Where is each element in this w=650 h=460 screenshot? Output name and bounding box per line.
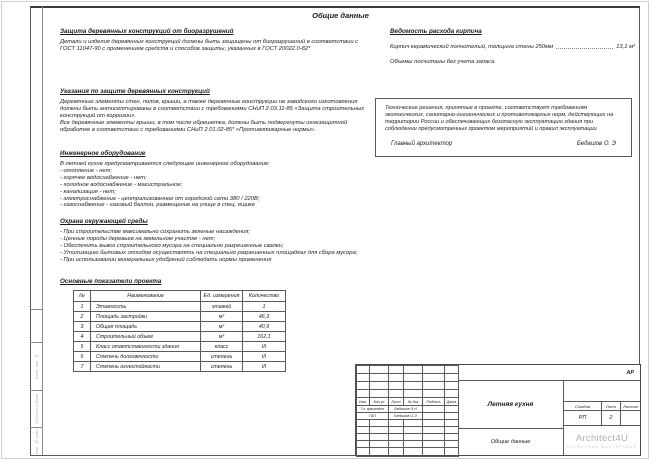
rev-header-cell: № док [404,398,423,406]
title-block [355,364,641,456]
brick-item-label: Кирпич керамический полнотелый, толщина стены 250мм [390,44,554,50]
indicators-table [73,290,286,372]
table-cell: 1 [74,302,91,312]
sheet-header: Лист [602,402,621,410]
list-item: - Ценные породы деревьев на земельном участке - нет; [60,235,216,242]
list-item: - При строительстве максимально сохранить зеленые насаждения; [60,229,251,235]
table-cell: III [243,352,286,362]
section-wood-instructions [60,88,365,134]
rev-header-cell: Дата [445,398,459,406]
revision-row [357,441,459,448]
table-cell: Степень огнестойкости [91,362,201,372]
rev-header-cell: Подпись [423,398,445,406]
table-cell: 46,3 [243,312,286,322]
table-header-cell: Количество [243,291,286,302]
table-cell: 5 [74,342,91,352]
list-item: - отопление - нет; [60,167,113,174]
engineering-intro: В летней кухне предусматривается следующее инженерное оборудование: [60,161,270,167]
table-row [74,342,286,352]
staff-name: Бедашов Э.Н [389,406,423,413]
list-item: - Обеспечить вывоз строительного мусора на специально разрешенные свалки; [60,242,284,249]
section-heading: Ведомость расхода кирпича [390,28,482,35]
table-cell: м³ [201,332,243,342]
table-header-row [74,291,286,302]
table-cell: класс [201,342,243,352]
stage-values-row [564,411,640,426]
section-heading: Основные показатели проекта [60,278,162,285]
section-heading: Указания по защите деревянных конструкций [60,88,210,95]
table-cell: 4 [74,332,91,342]
project-name-cell: Летняя кухня [458,381,564,429]
list-item: - канализация - нет; [60,188,116,195]
revision-row [357,448,459,457]
revision-row [357,420,459,427]
table-cell: Этажность [91,302,201,312]
table-cell: м² [201,322,243,332]
table-cell: 2 [74,312,91,322]
table-cell: степень [201,362,243,372]
sheet-title-cell: Общие данные [458,429,564,455]
staff-signature [423,413,445,420]
table-header-cell: Ед. измерения [201,291,243,302]
section-body: Все деревянные элементы крыши, в том числе обрешетка, должны быть подвергнуты огнезащитной обработке в соответствии с требованиями СНиП 2.01.02-85* «Противопожарные нормы». [60,120,348,133]
section-indicators [60,278,365,372]
section-heading: Охрана окружающей среды [60,218,148,225]
stage-header: Стадия [564,402,602,410]
list-item: - Утилизацию бытовых отходов осуществлять на специально разрешенных площадках для сбора мусора; [60,249,358,256]
staff-row [357,413,459,420]
revision-table [356,365,459,457]
signer-name: Бедашов О. Э [576,141,616,147]
doc-code-cell: АР [458,365,640,381]
approval-text: Технические решения, принятые в проекте, соответствует требованиям экологических, санитарно-гигиенических и противопожарных норм, действующих на территории России и обеспечивающих безопасную эксплуатацию здания при соблюдении предусмотренных проектом мероприятий и правил эксплуатации [385,105,614,132]
rev-header-cell: Кол.уч [370,398,389,406]
revision-row [357,427,459,434]
page-title: Общие данные [312,11,369,20]
table-cell: 3 [74,322,91,332]
table-cell: III [243,342,286,352]
table-cell: Класс ответственности здания [91,342,201,352]
section-body: Деревянные элементы стен, полов, крыши, а также деревянные конструкции не заводского изготовления должны быть антисептированы в соответствии с требованиями СНиП 2.03.11-85 «Защита строительных конструкций от коррозии». [60,99,365,119]
section-body: Детали и изделия деревянных конструкций должны быть защищены от биоразрушений в соответствии с ГОСТ 11047-90 с применением средств и способов защиты, указанных в ГОСТ 20022.0-82* [60,39,359,52]
staff-role: ГАП [357,413,389,420]
revision-row [357,366,459,374]
dotted-leader [556,48,613,49]
list-item: - горячее водоснабжение - нет; [60,174,147,181]
table-row [74,352,286,362]
staff-row [357,406,459,413]
signer-role: Главный архитектор [391,141,453,147]
sheet-number: 2 [602,411,621,425]
table-cell: 6 [74,352,91,362]
logo-subtext: ПРОЕКТНАЯ МАСТЕРСКАЯ [566,444,638,449]
stamp-empty-cell [564,381,640,402]
sheets-total [621,411,640,425]
list-item: - холодное водоснабжение - магистральное; [60,181,183,188]
sheets-header: Листов [623,403,638,409]
table-cell: III [243,362,286,372]
table-cell: 7 [74,362,91,372]
staff-name: Бедашов О.Э [389,413,423,420]
table-cell: 40,9 [243,322,286,332]
table-row [74,312,286,322]
table-header-cell: № [74,291,91,302]
staff-role: Гл. архитект [357,406,389,413]
stage-value: РП [564,411,602,425]
list-item: - При использовании минеральных удобрений соблюдать нормы применения [60,256,272,263]
table-cell: Степень долговечности [91,352,201,362]
table-row [74,332,286,342]
revision-row [357,434,459,441]
table-row [74,302,286,312]
revision-header-row [357,398,459,406]
table-cell: 162,1 [243,332,286,342]
list-item: - газоснабжение - газовый баллон, размещение на улице в спец. ящике [60,202,256,209]
section-engineering [60,150,365,209]
table-cell: степень [201,352,243,362]
approval-statement-box [375,98,632,157]
brick-note: Объемы посчитаны без учета запаса [390,59,495,65]
rev-header-cell: Лист [389,398,404,406]
table-cell: 1 [243,302,286,312]
brick-item-value: 13,1 м³ [616,44,635,50]
table-row [74,362,286,372]
table-cell: этажей [201,302,243,312]
table-cell: Общая площадь [91,322,201,332]
section-heading: Инженерное оборудование [60,150,146,157]
signature-row [385,141,622,147]
table-cell: Строительный объем [91,332,201,342]
rev-header-cell: Изм. [357,398,370,406]
section-wood-protection [60,28,365,53]
section-heading: Защита деревянных конструкций от биоразрушений [60,28,234,35]
table-cell: Площадь застройки [91,312,201,322]
margin-divider [30,309,43,310]
margin-inner-line [42,6,43,455]
revision-row [357,382,459,390]
staff-signature [423,406,445,413]
logo-text: Architect4U [575,432,629,444]
revision-row [357,374,459,382]
architect4u-logo [564,426,640,455]
table-cell: м² [201,312,243,322]
list-item: - электроснабжение - централизованное от городской сети 380 / 220В; [60,195,260,202]
margin-label-inv-podl: Инв. № подл. [34,428,39,454]
table-header-cell: Наименование [91,291,201,302]
margin-label-podpis-data: Подпись и дата [34,393,39,424]
stage-header-row [564,402,640,411]
margin-label-vzam-inv: Взам. инв. № [34,353,39,379]
brick-consumption-line [390,44,635,50]
revision-row [357,390,459,398]
table-row [74,322,286,332]
right-column [390,28,635,65]
section-environment [60,218,365,264]
